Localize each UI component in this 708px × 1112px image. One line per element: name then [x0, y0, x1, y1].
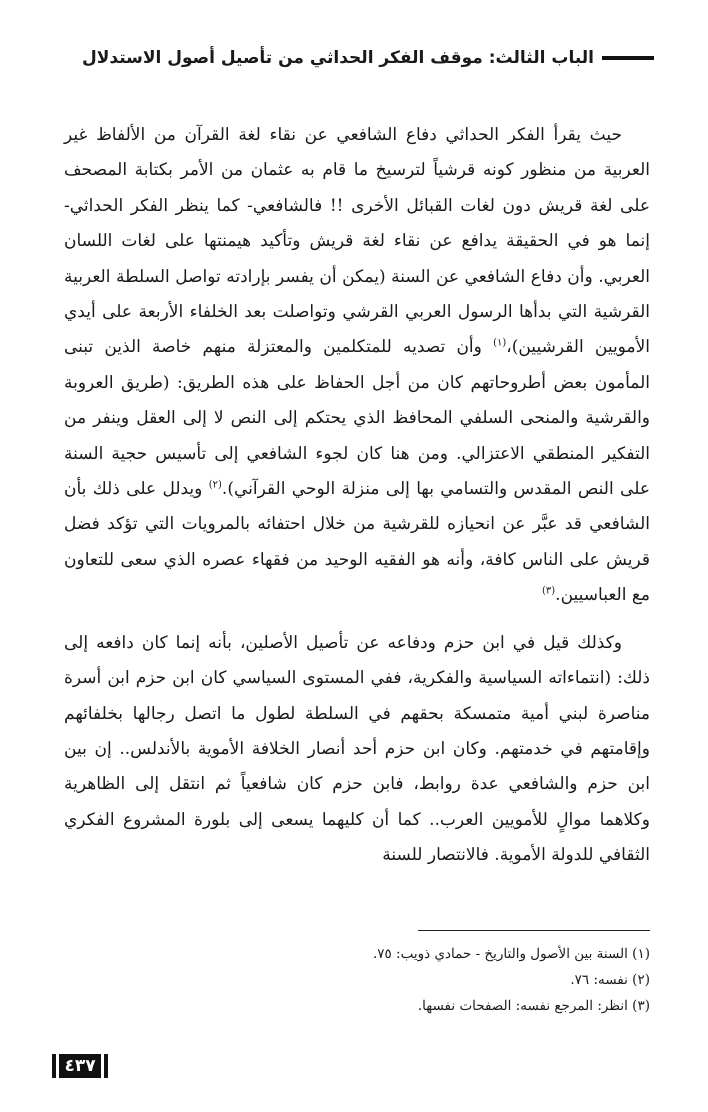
footnote-ref-2: (٢) — [208, 479, 222, 491]
page-number: ٤٣٧ — [52, 1054, 108, 1078]
footnotes — [64, 941, 650, 1019]
footnote-ref-1: (١) — [493, 337, 507, 349]
paragraph-1-part-2: وأن تصديه للمتكلمين والمعتزلة منهم خاصة الذين تبنى المأمون بعض أطروحاتهم كان من أجل الحفاظ على هذه الطريق: (طريق العروبة والقرشية والمنحى السلفي المحافظ الذي يحتكم إلى النص لا إلى العقل وينفر من التفكير المنطقي الاعتزالي. ومن هنا كان لجوء الشافعي إلى تأسيس حجية السنة على النص المقدس والتسامي بها إلى منزلة الوحي القرآني). — [64, 337, 650, 500]
header-rule — [602, 56, 654, 60]
paragraph-1 — [64, 118, 650, 614]
chapter-title: الباب الثالث: موقف الفكر الحداثي من تأصيل أصول الاستدلال — [81, 48, 594, 68]
footnote-1: (١) السنة بين الأصول والتاريخ - حمادي ذويب: ٧٥. — [372, 946, 650, 962]
footnote-ref-3: (٣) — [541, 585, 556, 597]
main-text — [64, 118, 650, 874]
paragraph-2: وكذلك قيل في ابن حزم ودفاعه عن تأصيل الأصلين، بأنه إنما كان دافعه إلى ذلك: (انتماءاته السياسية والفكرية، ففي المستوى السياسي كان ابن حزم ابن أسرة مناصرة لبني أمية متمسكة بحقهم في السلطة لطول ما اتصل رجالها بخلفائهم وإقامتهم في خدمتهم. وكان ابن حزم أحد أنصار الخلافة الأموية بالأندلس.. إن بين ابن حزم والشافعي عدة روابط، فابن حزم كان شافعياً ثم انتقل إلى الظاهرية وكلاهما موالٍ للأمويين العرب.. كما أن كليهما يسعى إلى بلورة المشروع الفكري الثقافي للدولة الأموية. فالانتصار للسنة — [64, 632, 650, 866]
running-header — [54, 44, 654, 72]
footnote-separator — [418, 930, 650, 931]
footnote-3: (٣) انظر: المرجع نفسه: الصفحات نفسها. — [417, 998, 650, 1014]
paragraph-1-part-3: ويدلل على ذلك بأن الشافعي قد عبَّر عن انحيازه للقرشية من خلال احتفائه بالمرويات التي تؤكد فضل قريش على الناس كافة، وأنه هو الفقيه الوحيد من فقهاء عصره الذي سعى للتعاون مع العباسيين. — [64, 479, 650, 606]
footnote-2: (٢) نفسه: ٧٦. — [570, 972, 650, 988]
paragraph-1-part-1: حيث يقرأ الفكر الحداثي دفاع الشافعي عن نقاء لغة القرآن من الألفاظ غير العربية من منظور كونه قرشياً لترسيخ ما قام به عثمان من الأمر بكتابة المصحف على لغة قريش دون لغات القبائل الأخرى !! فالشافعي- كما ينظر الفكر الحداثي- إنما هو في الحقيقة يدافع عن نقاء لغة قريش وتأكيد هيمنتها على لغات اللسان العربي. وأن دفاع الشافعي عن السنة (يمكن أن يفسر بإرادته تواصل السلطة العربية القرشية التي بدأها الرسول العربي القرشي وتواصلت بعد الخلفاء الأربعة على أيدي الأمويين القرشيين)، — [64, 125, 650, 358]
